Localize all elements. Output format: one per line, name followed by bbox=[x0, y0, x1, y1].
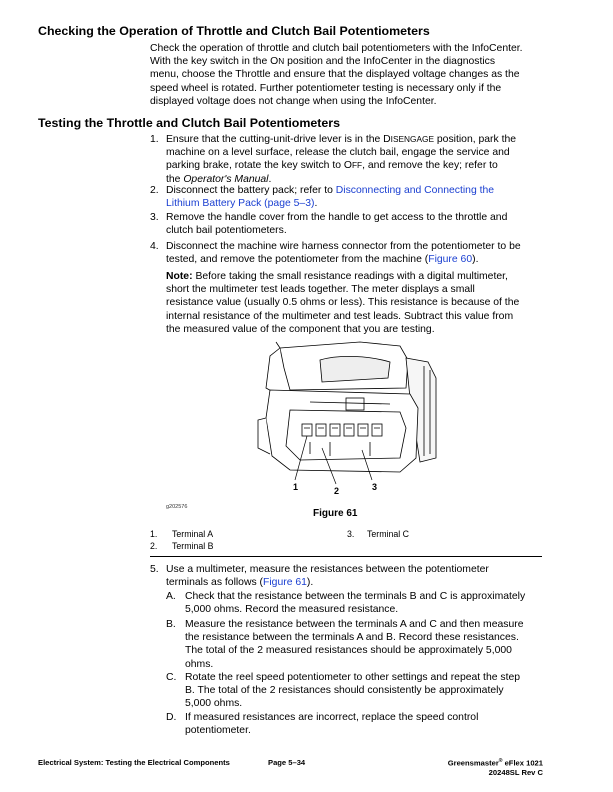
substep-b: B. Measure the resistance between the terminals A and C and then measure the resistance between the terminals A and B. Record these resistances. The total of the 2 measured resistances should be approximately 5,000 ohms. bbox=[166, 619, 524, 670]
callout-2: 2 bbox=[334, 486, 340, 496]
substep-a: A. Check that the resistance between the terminals B and C is approximately 5,000 ohms. Record the measured resistance. bbox=[166, 591, 526, 616]
step-5: 5. Use a multimeter, measure the resistances between the potentiometer terminals as follows (Figure 61). bbox=[150, 564, 489, 589]
divider bbox=[150, 556, 542, 557]
footer-section: Electrical System: Testing the Electrical Components bbox=[38, 758, 230, 767]
figure-title: Figure 61 bbox=[313, 508, 358, 519]
link-disconnecting-battery[interactable]: Disconnecting and Connecting the bbox=[335, 185, 495, 196]
step-3: 3. Remove the handle cover from the handle to get access to the throttle and clutch bail potentiometers. bbox=[150, 212, 508, 237]
step-4: 4. Disconnect the machine wire harness connector from the potentiometer to be tested, and remove the potentiometer from the machine (Figure 60). bbox=[150, 241, 521, 266]
link-battery-pack-page[interactable]: Lithium Battery Pack (page 5–3) bbox=[166, 198, 315, 210]
legend-item: 2. Terminal B bbox=[150, 541, 214, 551]
substep-d: D. If measured resistances are incorrect, replace the speed control potentiometer. bbox=[166, 712, 479, 737]
legend-item: 3. Terminal C bbox=[347, 529, 410, 539]
section-heading-checking: Checking the Operation of Throttle and Clutch Bail Potentiometers bbox=[38, 24, 430, 38]
legend-item: 1. Terminal A bbox=[150, 529, 214, 539]
step-1: 1. Ensure that the cutting-unit-drive lever is in the DISENGAGE position, park the machine on a level surface, release the clutch bail, engage the service and parking brake, rotate the key switch to OFF, and remove the key; refer to the Operator's Manual. bbox=[150, 134, 517, 185]
callout-3: 3 bbox=[372, 482, 378, 492]
step-2: 2. Disconnect the battery pack; refer to Disconnecting and Connecting the Lithium Battery Pack (page 5–3). bbox=[150, 185, 495, 210]
footer-page-number: Page 5–34 bbox=[268, 758, 306, 767]
callout-1: 1 bbox=[293, 482, 299, 492]
footer-revision: 20248SL Rev C bbox=[488, 768, 543, 777]
figure-id: g202576 bbox=[166, 504, 188, 510]
link-figure-60[interactable]: Figure 60 bbox=[428, 254, 473, 266]
link-figure-61[interactable]: Figure 61 bbox=[263, 577, 307, 589]
substep-c: C. Rotate the reel speed potentiometer to other settings and repeat the step B. The total of the 2 resistances should consistently be approximately 5,000 ohms. bbox=[166, 672, 521, 710]
footer-product: Greensmaster® eFlex 1021 bbox=[447, 758, 543, 768]
note-block: Note: Before taking the small resistance readings with a digital multimeter, short the multimeter test leads together. The meter displays a small resistance value (usually 0.5 ohms or less). This resistance is because of the internal resistance of the multimeter and test leads. Subtract this value from the measured value of the component that you are testing. bbox=[166, 271, 520, 335]
potentiometer-connector-illustration bbox=[250, 338, 520, 503]
section-heading-testing: Testing the Throttle and Clutch Bail Potentiometers bbox=[38, 116, 340, 130]
checking-paragraph: Check the operation of throttle and clutch bail potentiometers with the InfoCenter. With the key switch in the ON position and the InfoCenter in the diagnostics menu, choose the Throttle and ensure that the displayed voltage changes as the speed wheel is rotated. Further potentiometer testing is necessary only if the displayed voltage does not change when using the InfoCenter. bbox=[150, 43, 523, 107]
